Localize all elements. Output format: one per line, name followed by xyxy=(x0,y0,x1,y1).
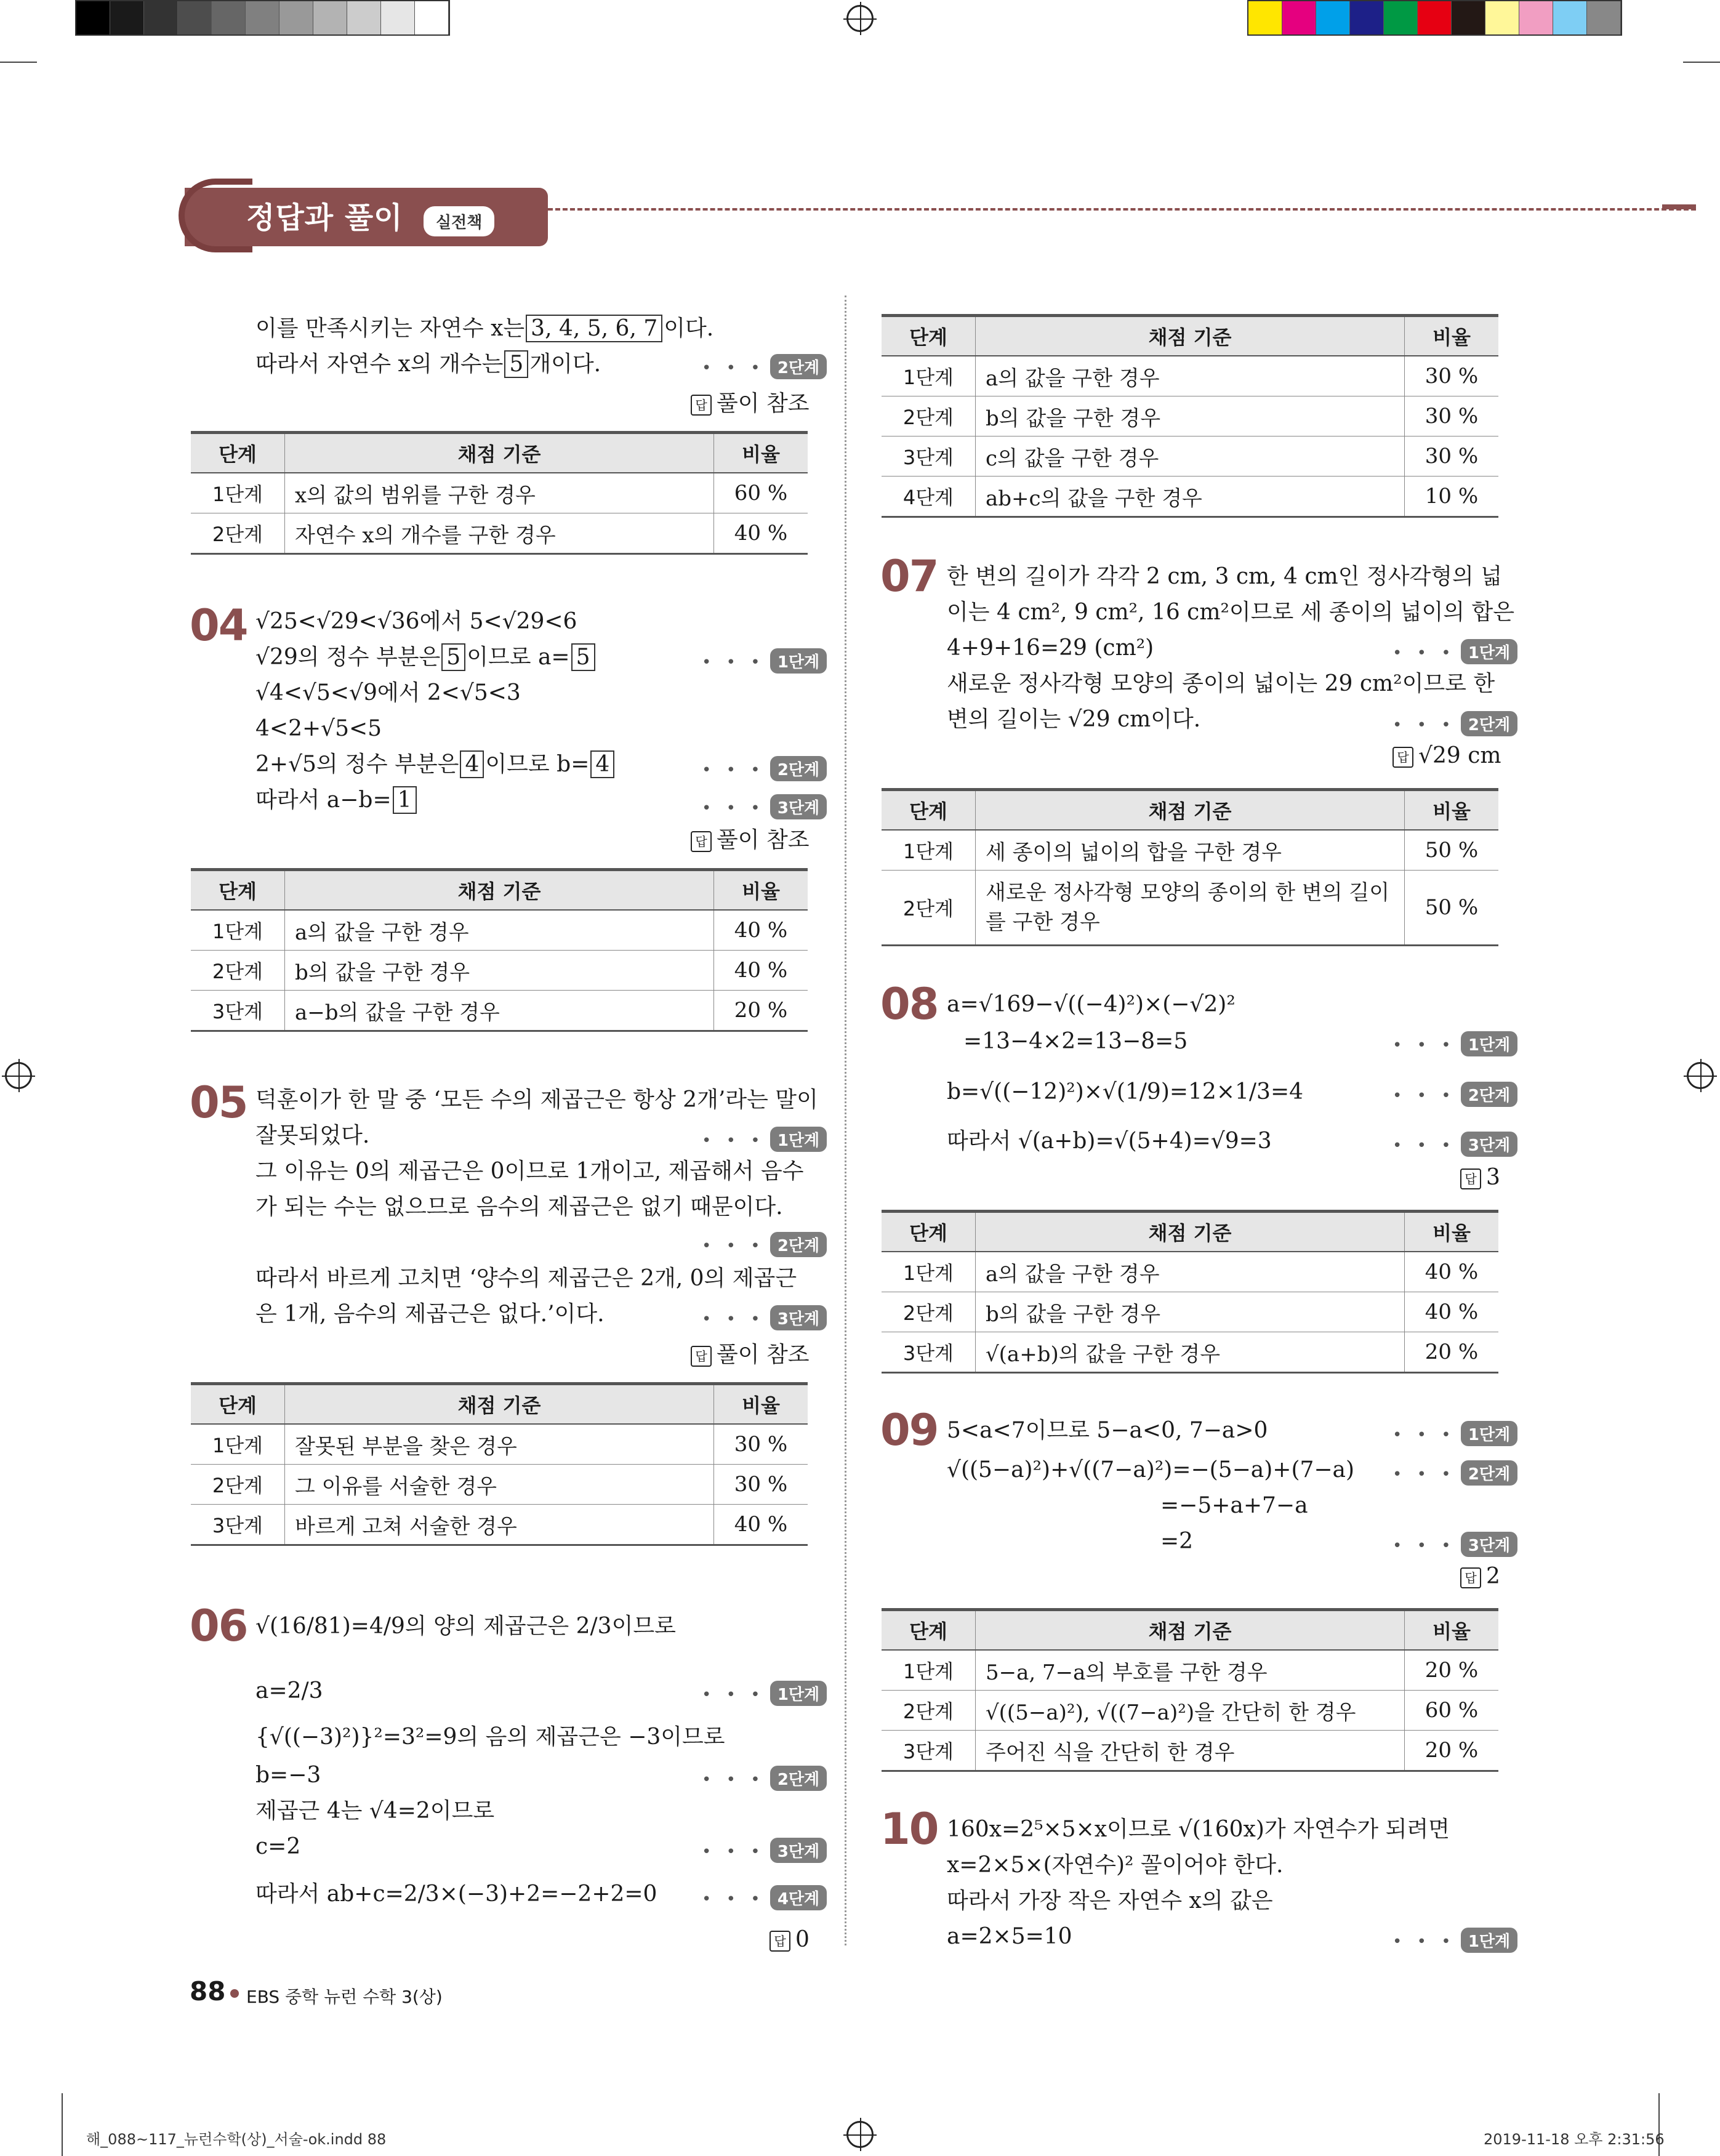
step-marker: • • • 1단계 xyxy=(702,1681,827,1706)
file-slug: 해_088~117_뉴런수학(상)_서술-ok.indd 88 xyxy=(86,2131,387,2148)
grading-table: 단계 채점 기준 비율 1단계 5−a, 7−a의 부호를 구한 경우 20 % 2단계 √((5−a)²), √((7−a)²)을 간단히 한 경우 60 % 3단계 주어진 식을 간단히 한 경우 20 % xyxy=(882,1608,1498,1772)
text-line: √29의 정수 부분은 5 이므로 a= 5 xyxy=(255,644,597,671)
answer-note: 답 0 xyxy=(770,1927,810,1952)
page-title: 정답과 풀이 xyxy=(246,201,403,235)
answer-note: 답 풀이 참조 xyxy=(691,823,810,854)
grading-table: 단계 채점 기준 비율 1단계 세 종이의 넓이의 합을 구한 경우 50 % 2단계 새로운 정사각형 모양의 종이의 한 변의 길이를 구한 경우 50 % xyxy=(882,788,1498,946)
text-line: 은 1개, 음수의 제곱근은 없다.’이다. xyxy=(255,1301,605,1327)
section-badge: 실전책 xyxy=(424,206,494,236)
registration-mark-right xyxy=(1687,1062,1714,1089)
step-marker: • • • 2단계 xyxy=(702,354,827,379)
text-line: b=−3 xyxy=(255,1763,321,1788)
answer-note: 답 풀이 참조 xyxy=(691,1337,810,1369)
header-rule xyxy=(548,208,1696,211)
grading-table: 단계 채점 기준 비율 1단계 a의 값을 구한 경우 40 % 2단계 b의 값을 구한 경우 40 % 3단계 √(a+b)의 값을 구한 경우 20 % xyxy=(882,1210,1498,1374)
text-line: a=√169−√((−4)²)×(−√2)² xyxy=(947,992,1236,1017)
step-marker: • • • 4단계 xyxy=(702,1885,827,1910)
problem-number: 09 xyxy=(880,1405,938,1455)
grading-table: 단계 채점 기준 비율 1단계 x의 값의 범위를 구한 경우 60 % 2단계 자연수 x의 개수를 구한 경우 40 % xyxy=(191,431,808,555)
column-divider xyxy=(845,296,846,1945)
crop-line xyxy=(0,62,37,63)
step-marker: • • • 1단계 xyxy=(1392,1031,1517,1056)
problem-number: 10 xyxy=(880,1804,938,1854)
text-line: √25<√29<√36에서 5<√29<6 xyxy=(255,609,577,634)
book-title: EBS 중학 뉴런 수학 3(상) xyxy=(246,1987,443,2007)
text-line: 따라서 a−b= 1 xyxy=(255,787,418,814)
text-line: 따라서 가장 작은 자연수 x의 값은 xyxy=(947,1888,1273,1913)
color-bar xyxy=(1247,0,1622,36)
step-marker: • • • 3단계 xyxy=(1392,1132,1517,1157)
step-marker: • • • 1단계 xyxy=(702,1127,827,1152)
text-line: 따라서 바르게 고치면 ‘양수의 제곱근은 2개, 0의 제곱근 xyxy=(255,1266,797,1291)
text-line: 따라서 √(a+b)=√(5+4)=√9=3 xyxy=(947,1128,1272,1154)
text-line: =2 xyxy=(1160,1529,1194,1554)
answer-note: 답 3 xyxy=(1460,1165,1500,1190)
step-marker: • • • 2단계 xyxy=(1392,1082,1517,1107)
text-line: 4<2+√5<5 xyxy=(255,716,382,741)
text-line: 새로운 정사각형 모양의 종이의 넓이는 29 cm²이므로 한 xyxy=(947,671,1495,696)
step-marker: • • • 1단계 xyxy=(1392,639,1517,664)
step-marker: • • • 2단계 xyxy=(702,1766,827,1791)
text-line: 4+9+16=29 (cm²) xyxy=(947,635,1154,661)
grading-table: 단계 채점 기준 비율 1단계 잘못된 부분을 찾은 경우 30 % 2단계 그 이유를 서술한 경우 30 % 3단계 바르게 고쳐 서술한 경우 40 % xyxy=(191,1382,808,1546)
text-line: 160x=2⁵×5×x이므로 √(160x)가 자연수가 되려면 xyxy=(947,1817,1450,1842)
text-line: =−5+a+7−a xyxy=(1160,1493,1308,1518)
text-line: x=2×5×(자연수)² 꼴이어야 한다. xyxy=(947,1852,1284,1878)
header-arc xyxy=(179,179,252,252)
text-line: 한 변의 길이가 각각 2 cm, 3 cm, 4 cm인 정사각형의 넓 xyxy=(947,564,1503,589)
page-number: 88 xyxy=(190,1976,226,2006)
step-marker: • • • 2단계 xyxy=(702,756,827,781)
problem-number: 04 xyxy=(190,600,247,651)
text-line: √((5−a)²)+√((7−a)²)=−(5−a)+(7−a) xyxy=(947,1457,1355,1482)
text-line: b=√((−12)²)×√(1/9)=12×1/3=4 xyxy=(947,1079,1304,1104)
step-marker: • • • 2단계 xyxy=(1392,711,1517,736)
step-marker: • • • 1단계 xyxy=(1392,1421,1517,1446)
step-marker: • • • 1단계 xyxy=(1392,1928,1517,1953)
text-line: √4<√5<√9에서 2<√5<3 xyxy=(255,680,521,706)
crop-line xyxy=(1683,62,1720,63)
text-line: 이는 4 cm², 9 cm², 16 cm²이므로 세 종이의 넓이의 합은 xyxy=(947,600,1514,625)
text-line: 따라서 ab+c=2/3×(−3)+2=−2+2=0 xyxy=(255,1881,657,1907)
step-marker: • • • 3단계 xyxy=(702,794,827,819)
registration-mark-top xyxy=(846,5,874,32)
header-rule-end xyxy=(1662,204,1696,209)
problem-number: 08 xyxy=(880,979,938,1029)
text-line: 이를 만족시키는 자연수 x는 3, 4, 5, 6, 7 이다. xyxy=(255,316,714,341)
crop-line xyxy=(62,2093,63,2156)
text-line: 그 이유는 0의 제곱근은 0이므로 1개이고, 제곱해서 음수 xyxy=(255,1159,804,1184)
text-line: 제곱근 4는 √4=2이므로 xyxy=(255,1798,495,1824)
step-marker: • • • 2단계 xyxy=(702,1232,827,1257)
answer-note: 답 √29 cm xyxy=(1392,743,1501,768)
step-marker: • • • 2단계 xyxy=(1392,1460,1517,1486)
grading-table: 단계 채점 기준 비율 1단계 a의 값을 구한 경우 40 % 2단계 b의 값을 구한 경우 40 % 3단계 a−b의 값을 구한 경우 20 % xyxy=(191,868,808,1032)
registration-mark-bottom xyxy=(846,2121,874,2148)
registration-mark-left xyxy=(5,1062,32,1089)
text-line: =13−4×2=13−8=5 xyxy=(963,1029,1188,1054)
grayscale-bar xyxy=(75,0,450,36)
problem-number: 07 xyxy=(880,551,938,601)
text-line: √(16/81)=4/9의 양의 제곱근은 2/3이므로 xyxy=(255,1614,676,1639)
step-marker: • • • 3단계 xyxy=(702,1838,827,1863)
text-line: 가 되는 수는 없으므로 음수의 제곱근은 없기 때문이다. xyxy=(255,1194,783,1220)
text-line: 변의 길이는 √29 cm이다. xyxy=(947,707,1201,732)
problem-number: 06 xyxy=(190,1601,247,1651)
answer-note: 답 풀이 참조 xyxy=(691,386,810,417)
text-line: 5<a<7이므로 5−a<0, 7−a>0 xyxy=(947,1418,1268,1443)
problem-number: 05 xyxy=(190,1077,247,1128)
text-line: 따라서 자연수 x의 개수는 5 개이다. xyxy=(255,352,601,377)
step-marker: • • • 3단계 xyxy=(1392,1532,1517,1557)
text-line: a=2/3 xyxy=(255,1678,323,1703)
step-marker: • • • 1단계 xyxy=(702,648,827,674)
text-line: 잘못되었다. xyxy=(255,1123,370,1148)
step-marker: • • • 3단계 xyxy=(702,1305,827,1330)
grading-table: 단계 채점 기준 비율 1단계 a의 값을 구한 경우 30 % 2단계 b의 값을 구한 경우 30 % 3단계 c의 값을 구한 경우 30 % 4단계 ab+c의 값을 구한 경우 10 % xyxy=(882,314,1498,518)
text-line: c=2 xyxy=(255,1834,301,1859)
text-line: {√((−3)²)}²=3²=9의 음의 제곱근은 −3이므로 xyxy=(255,1724,725,1750)
text-line: 2+√5의 정수 부분은 4 이므로 b= 4 xyxy=(255,751,616,778)
text-line: 덕훈이가 한 말 중 ‘모든 수의 제곱근은 항상 2개’라는 말이 xyxy=(255,1087,818,1112)
text-line: a=2×5=10 xyxy=(947,1924,1072,1949)
date-slug: 2019-11-18 오후 2:31:56 xyxy=(1484,2131,1665,2148)
answer-note: 답 2 xyxy=(1460,1564,1500,1589)
footer-bullet xyxy=(230,1989,239,1998)
